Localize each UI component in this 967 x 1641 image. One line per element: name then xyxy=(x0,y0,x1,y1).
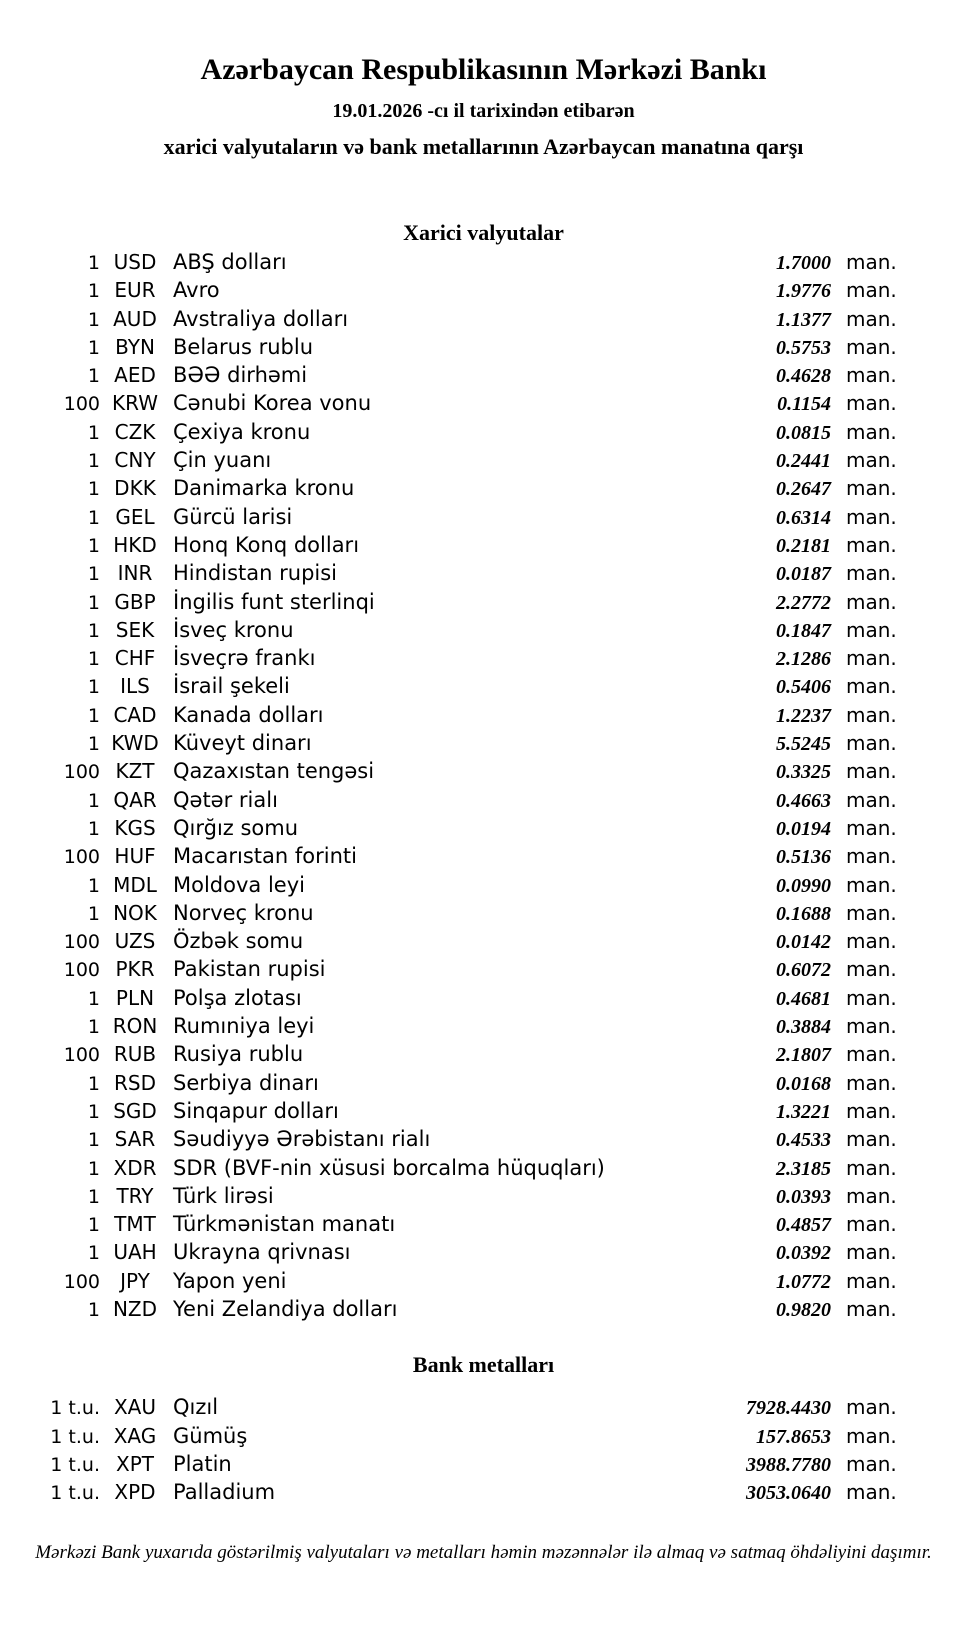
quantity: 100 xyxy=(63,931,100,954)
quantity: 1 xyxy=(87,506,100,529)
quantity: 1 xyxy=(87,1072,100,1095)
quantity: 100 xyxy=(63,1044,100,1067)
currency-row xyxy=(0,307,895,335)
quantity: 1 xyxy=(87,1100,100,1123)
currency-name: Macarıstan forinti xyxy=(173,844,357,869)
currency-name: Qazaxıstan tengəsi xyxy=(173,759,375,784)
currency-row xyxy=(0,278,895,306)
quantity: 1 xyxy=(87,733,100,756)
currency-row xyxy=(0,363,895,391)
currency-row xyxy=(0,505,895,533)
currency-row xyxy=(0,250,895,278)
currency-name: İsrail şekeli xyxy=(173,674,290,699)
rate-value: 0.2441 xyxy=(776,450,831,473)
rate-value: 0.0187 xyxy=(776,563,831,586)
rate-unit: man. xyxy=(846,731,897,756)
currency-code: DKK xyxy=(114,476,156,501)
rate-value: 0.4663 xyxy=(776,789,831,812)
rate-unit: man. xyxy=(846,391,897,416)
quantity: 1 xyxy=(87,987,100,1010)
rate-unit: man. xyxy=(846,419,897,444)
currency-name: Rusiya rublu xyxy=(173,1042,304,1067)
quantity: 100 xyxy=(63,761,100,784)
currency-code: SEK xyxy=(115,617,155,642)
currency-name: Türkmənistan manatı xyxy=(173,1212,396,1237)
currency-name: Səudiyyə Ərəbistanı rialı xyxy=(173,1127,431,1152)
document-subtitle: xarici valyutaların və bank metallarının Azərbaycan manatına qarşı xyxy=(163,134,804,159)
currency-code: KWD xyxy=(111,731,159,756)
currency-code: GBP xyxy=(114,589,156,614)
currency-name: SDR (BVF-nin xüsusi borcalma hüquqları) xyxy=(173,1155,605,1180)
currency-name: Qırğız somu xyxy=(173,815,299,840)
rate-unit: man. xyxy=(846,815,897,840)
rate-value: 3988.7780 xyxy=(746,1453,831,1476)
rate-unit: man. xyxy=(846,589,897,614)
quantity: 1 xyxy=(87,1157,100,1180)
quantity: 1 xyxy=(87,563,100,586)
currency-name: Yapon yeni xyxy=(173,1268,287,1293)
rate-unit: man. xyxy=(846,787,897,812)
currency-name: Belarus rublu xyxy=(173,334,314,359)
page-title: Azərbaycan Respublikasının Mərkəzi Bankı xyxy=(200,53,767,86)
rate-value: 0.4628 xyxy=(776,365,831,388)
quantity: 1 xyxy=(87,676,100,699)
rate-value: 1.9776 xyxy=(776,280,831,303)
rate-value: 0.5753 xyxy=(776,336,831,359)
rate-value: 0.4681 xyxy=(776,987,831,1010)
rate-unit: man. xyxy=(846,561,897,586)
currency-name: ABŞ dolları xyxy=(173,250,287,274)
currency-code: NOK xyxy=(113,900,157,925)
quantity: 1 t.u. xyxy=(50,1453,100,1476)
currency-name: BƏƏ dirhəmi xyxy=(173,363,308,388)
currency-name: Sinqapur dolları xyxy=(173,1098,339,1123)
rate-unit: man. xyxy=(846,617,897,642)
metal-name: Gümüş xyxy=(173,1423,248,1448)
currency-code: UAH xyxy=(113,1240,157,1265)
currency-name: Küveyt dinarı xyxy=(173,731,312,756)
rate-value: 0.3884 xyxy=(776,1016,831,1039)
currency-code: QAR xyxy=(113,787,157,812)
currency-row xyxy=(0,618,895,646)
quantity: 1 xyxy=(87,1242,100,1265)
quantity: 1 xyxy=(87,619,100,642)
rate-unit: man. xyxy=(846,1070,897,1095)
rate-value: 0.2647 xyxy=(776,478,831,501)
currency-code: CNY xyxy=(114,448,156,473)
metal-row xyxy=(0,1452,895,1480)
rate-unit: man. xyxy=(846,1395,897,1420)
rate-value: 0.6072 xyxy=(776,959,831,982)
currency-code: XDR xyxy=(113,1155,157,1180)
currency-code: PKR xyxy=(115,957,155,982)
rate-unit: man. xyxy=(846,1183,897,1208)
quantity: 1 xyxy=(87,1214,100,1237)
rate-value: 7928.4430 xyxy=(746,1397,831,1420)
quantity: 1 xyxy=(87,1185,100,1208)
currency-row xyxy=(0,561,895,589)
quantity: 100 xyxy=(63,846,100,869)
currency-row xyxy=(0,448,895,476)
currency-row xyxy=(0,420,895,448)
quantity: 1 xyxy=(87,450,100,473)
rate-unit: man. xyxy=(846,1240,897,1265)
rate-value: 157.8653 xyxy=(756,1425,831,1448)
metal-rate-table xyxy=(0,1395,967,1508)
rate-value: 1.0772 xyxy=(776,1270,831,1293)
currency-row xyxy=(0,1269,895,1297)
currency-code: HUF xyxy=(114,844,156,869)
currency-row xyxy=(0,1071,895,1099)
rate-unit: man. xyxy=(846,1423,897,1448)
quantity: 1 xyxy=(87,1298,100,1321)
rate-unit: man. xyxy=(846,872,897,897)
quantity: 1 xyxy=(87,591,100,614)
currency-name: Yeni Zelandiya dolları xyxy=(173,1296,398,1321)
currency-row xyxy=(0,533,895,561)
currency-row xyxy=(0,703,895,731)
rate-value: 2.3185 xyxy=(776,1157,831,1180)
currency-code: SGD xyxy=(113,1098,157,1123)
currency-row xyxy=(0,759,895,787)
currency-code: JPY xyxy=(120,1268,150,1293)
currency-code: INR xyxy=(117,561,153,586)
currency-row xyxy=(0,873,895,901)
rate-value: 0.1154 xyxy=(777,393,831,416)
metal-code: XPD xyxy=(114,1480,156,1505)
rate-value: 0.0815 xyxy=(776,421,831,444)
currency-code: CZK xyxy=(114,419,156,444)
rate-unit: man. xyxy=(846,1155,897,1180)
quantity: 1 xyxy=(87,704,100,727)
currency-name: Avstraliya dolları xyxy=(173,306,349,331)
currency-name: Polşa zlotası xyxy=(173,985,302,1010)
rate-unit: man. xyxy=(846,646,897,671)
rate-unit: man. xyxy=(846,250,897,274)
rate-unit: man. xyxy=(846,1451,897,1476)
rate-unit: man. xyxy=(846,1042,897,1067)
currency-name: Qətər rialı xyxy=(173,787,278,812)
quantity: 1 xyxy=(87,534,100,557)
currency-row xyxy=(0,901,895,929)
currency-code: TRY xyxy=(116,1183,154,1208)
quantity: 1 xyxy=(87,336,100,359)
effective-date: 19.01.2026 -cı il tarixindən etibarən xyxy=(332,100,635,122)
metal-row xyxy=(0,1395,895,1423)
rate-unit: man. xyxy=(846,363,897,388)
rate-unit: man. xyxy=(846,306,897,331)
metal-name: Palladium xyxy=(173,1480,276,1505)
rate-unit: man. xyxy=(846,929,897,954)
metal-row xyxy=(0,1480,895,1508)
quantity: 100 xyxy=(63,393,100,416)
rate-value: 1.2237 xyxy=(776,704,831,727)
quantity: 1 xyxy=(87,874,100,897)
rate-unit: man. xyxy=(846,334,897,359)
currency-name: İsveçrə frankı xyxy=(173,646,316,671)
metal-name: Qızıl xyxy=(173,1395,219,1420)
metal-code: XAU xyxy=(113,1395,157,1420)
rate-value: 0.3325 xyxy=(776,761,831,784)
currency-name: İsveç kronu xyxy=(173,617,294,642)
currency-name: Çexiya kronu xyxy=(173,419,311,444)
currency-code: PLN xyxy=(115,985,155,1010)
rate-unit: man. xyxy=(846,1098,897,1123)
quantity: 100 xyxy=(63,1270,100,1293)
currency-code: MDL xyxy=(113,872,157,897)
currency-row xyxy=(0,1099,895,1127)
rate-unit: man. xyxy=(846,1296,897,1321)
rate-unit: man. xyxy=(846,532,897,557)
quantity: 1 xyxy=(87,280,100,303)
currency-code: GEL xyxy=(115,504,155,529)
rate-value: 0.0194 xyxy=(776,817,831,840)
currency-code: CAD xyxy=(113,702,157,727)
rate-unit: man. xyxy=(846,1127,897,1152)
currency-code: RSD xyxy=(114,1070,156,1095)
rate-unit: man. xyxy=(846,1480,897,1505)
currency-row xyxy=(0,844,895,872)
currency-row xyxy=(0,816,895,844)
rate-value: 5.5245 xyxy=(776,733,831,756)
rate-value: 0.5136 xyxy=(776,846,831,869)
currency-row xyxy=(0,1240,895,1268)
currency-code: HKD xyxy=(113,532,157,557)
rate-value: 2.2772 xyxy=(776,591,831,614)
currency-name: Türk lirəsi xyxy=(173,1183,274,1208)
currency-row xyxy=(0,590,895,618)
rate-unit: man. xyxy=(846,504,897,529)
document-page xyxy=(0,52,967,1641)
currency-row xyxy=(0,929,895,957)
rate-unit: man. xyxy=(846,278,897,303)
rate-value: 0.0392 xyxy=(776,1242,831,1265)
currency-code: UZS xyxy=(114,929,156,954)
rate-value: 2.1286 xyxy=(776,648,831,671)
currency-row xyxy=(0,1212,895,1240)
quantity: 1 xyxy=(87,252,100,274)
rate-unit: man. xyxy=(846,985,897,1010)
rate-unit: man. xyxy=(846,844,897,869)
rate-value: 0.4533 xyxy=(776,1129,831,1152)
currency-name: Hindistan rupisi xyxy=(173,561,338,586)
currency-row xyxy=(0,1042,895,1070)
currency-name: Cənubi Korea vonu xyxy=(173,391,372,416)
rate-value: 0.5406 xyxy=(776,676,831,699)
metal-name: Platin xyxy=(173,1451,232,1476)
currency-row xyxy=(0,957,895,985)
currency-name: Danimarka kronu xyxy=(173,476,355,501)
currency-row xyxy=(0,1127,895,1155)
quantity: 100 xyxy=(63,959,100,982)
currency-code: EUR xyxy=(114,278,156,303)
rate-unit: man. xyxy=(846,900,897,925)
quantity: 1 xyxy=(87,478,100,501)
currency-code: BYN xyxy=(115,334,155,359)
currency-name: Serbiya dinarı xyxy=(173,1070,319,1095)
currency-row xyxy=(0,476,895,504)
rate-unit: man. xyxy=(846,1014,897,1039)
rate-value: 0.9820 xyxy=(776,1298,831,1321)
metal-code: XAG xyxy=(113,1423,157,1448)
rate-value: 0.1847 xyxy=(776,619,831,642)
currency-row xyxy=(0,335,895,363)
rate-value: 1.3221 xyxy=(776,1100,831,1123)
currency-row xyxy=(0,788,895,816)
currency-name: Özbək somu xyxy=(173,929,304,954)
currency-code: AED xyxy=(114,363,156,388)
rate-unit: man. xyxy=(846,1268,897,1293)
rate-value: 0.0142 xyxy=(776,931,831,954)
currency-row xyxy=(0,674,895,702)
currency-code: KZT xyxy=(115,759,155,784)
currency-name: Ukrayna qrivnası xyxy=(173,1240,351,1265)
rate-unit: man. xyxy=(846,1212,897,1237)
rate-value: 0.4857 xyxy=(776,1214,831,1237)
metal-row xyxy=(0,1424,895,1452)
rate-unit: man. xyxy=(846,759,897,784)
rate-value: 0.6314 xyxy=(776,506,831,529)
quantity: 1 xyxy=(87,817,100,840)
quantity: 1 xyxy=(87,365,100,388)
currency-row xyxy=(0,1297,895,1325)
currency-row xyxy=(0,986,895,1014)
currency-code: USD xyxy=(113,250,157,274)
currency-name: Honq Konq dolları xyxy=(173,532,360,557)
currency-row xyxy=(0,391,895,419)
currency-code: TMT xyxy=(114,1212,156,1237)
currency-code: AUD xyxy=(113,306,157,331)
currency-code: ILS xyxy=(120,674,150,699)
currency-name: Avro xyxy=(173,278,220,303)
currency-code: KGS xyxy=(114,815,156,840)
currency-code: NZD xyxy=(112,1296,158,1321)
currency-name: Moldova leyi xyxy=(173,872,305,897)
quantity: 1 xyxy=(87,789,100,812)
quantity: 1 xyxy=(87,648,100,671)
rate-value: 2.1807 xyxy=(776,1044,831,1067)
currency-code: RON xyxy=(112,1014,158,1039)
quantity: 1 t.u. xyxy=(50,1397,100,1420)
currency-name: Rumıniya leyi xyxy=(173,1014,315,1039)
currency-row xyxy=(0,646,895,674)
rate-value: 0.1688 xyxy=(776,902,831,925)
metals-section-heading: Bank metalları xyxy=(412,1352,555,1378)
metal-code: XPT xyxy=(116,1451,154,1476)
quantity: 1 xyxy=(87,1129,100,1152)
quantity: 1 xyxy=(87,1016,100,1039)
rate-value: 0.2181 xyxy=(776,534,831,557)
rate-value: 0.0990 xyxy=(776,874,831,897)
currency-row xyxy=(0,1156,895,1184)
quantity: 1 xyxy=(87,902,100,925)
currency-name: Kanada dolları xyxy=(173,702,324,727)
rate-value: 0.0393 xyxy=(776,1185,831,1208)
currency-code: KRW xyxy=(112,391,158,416)
quantity: 1 t.u. xyxy=(50,1425,100,1448)
currencies-section-heading: Xarici valyutalar xyxy=(403,220,564,245)
currency-code: RUB xyxy=(113,1042,157,1067)
currency-name: İngilis funt sterlinqi xyxy=(173,589,375,614)
currency-rate-table xyxy=(0,250,967,1325)
currency-code: CHF xyxy=(114,646,156,671)
rate-value: 3053.0640 xyxy=(746,1482,831,1505)
rate-value: 0.0168 xyxy=(776,1072,831,1095)
currency-name: Norveç kronu xyxy=(173,900,314,925)
currency-code: SAR xyxy=(114,1127,156,1152)
currency-name: Pakistan rupisi xyxy=(173,957,326,982)
quantity: 1 xyxy=(87,421,100,444)
quantity: 1 t.u. xyxy=(50,1482,100,1505)
currency-name: Gürcü larisi xyxy=(173,504,293,529)
currency-name: Çin yuanı xyxy=(173,448,272,473)
rate-unit: man. xyxy=(846,476,897,501)
currency-row xyxy=(0,1014,895,1042)
quantity: 1 xyxy=(87,308,100,331)
rate-value: 1.1377 xyxy=(776,308,831,331)
footer-note: Mərkəzi Bank yuxarıda göstərilmiş valyutaları və metalları həmin məzənnələr ilə almaq və satmaq öhdəliyini daşımır. xyxy=(35,1542,932,1564)
rate-unit: man. xyxy=(846,674,897,699)
rate-unit: man. xyxy=(846,957,897,982)
currency-row xyxy=(0,731,895,759)
currency-row xyxy=(0,1184,895,1212)
rate-value: 1.7000 xyxy=(776,252,831,274)
rate-unit: man. xyxy=(846,448,897,473)
rate-unit: man. xyxy=(846,702,897,727)
